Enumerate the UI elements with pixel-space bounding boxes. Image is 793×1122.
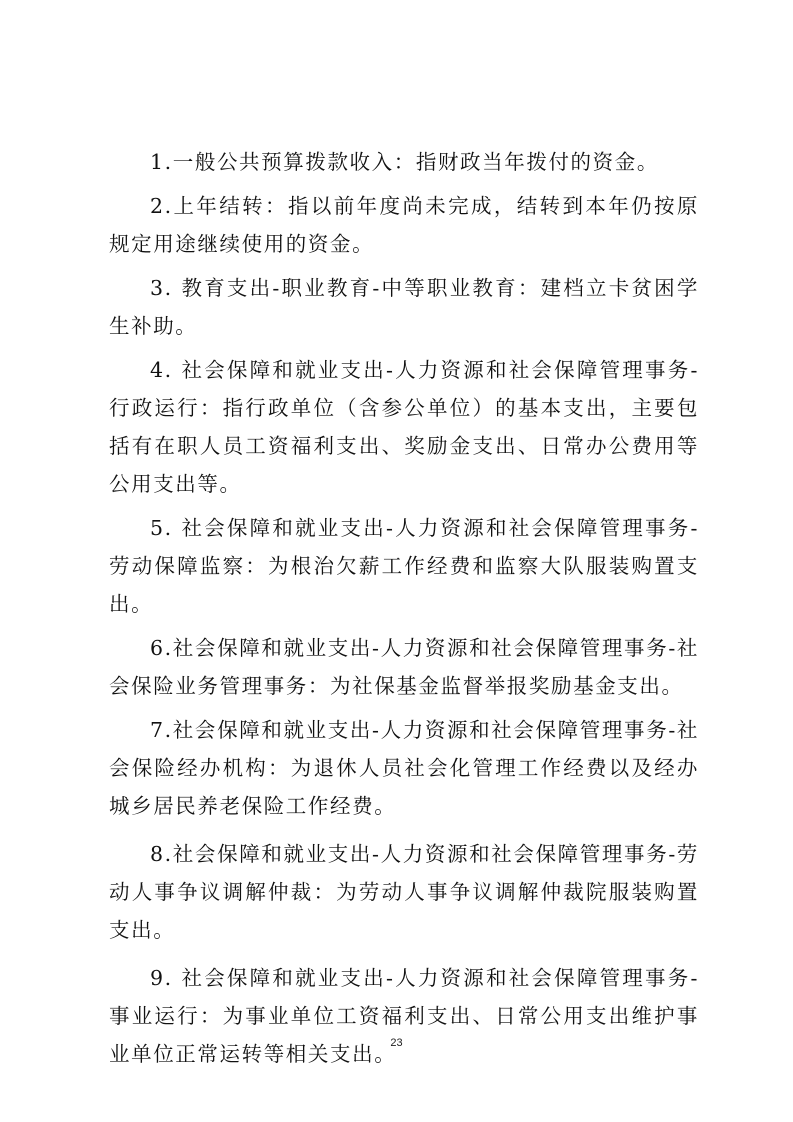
document-body: [109, 143, 699, 1073]
paragraph-4: 4. 社会保障和就业支出-人力资源和社会保障管理事务-行政运行：指行政单位（含参公单位）的基本支出，主要包括有在职人员工资福利支出、奖励金支出、日常办公费用等公用支出等。: [109, 358, 699, 496]
paragraph-7: 7.社会保障和就业支出-人力资源和社会保障管理事务-社会保险经办机构：为退休人员社会化管理工作经费以及经办城乡居民养老保险工作经费。: [109, 718, 699, 818]
paragraph-8: 8.社会保障和就业支出-人力资源和社会保障管理事务-劳动人事争议调解仲裁：为劳动人事争议调解仲裁院服装购置支出。: [109, 842, 699, 942]
paragraph-5: 5. 社会保障和就业支出-人力资源和社会保障管理事务-劳动保障监察：为根治欠薪工作经费和监察大队服装购置支出。: [109, 516, 699, 616]
paragraph-3: 3. 教育支出-职业教育-中等职业教育：建档立卡贫困学生补助。: [109, 276, 699, 338]
paragraph-9: 9. 社会保障和就业支出-人力资源和社会保障管理事务-事业运行：为事业单位工资福利支出、日常公用支出维护事业单位正常运转等相关支出。: [109, 966, 699, 1066]
paragraph-6: 6.社会保障和就业支出-人力资源和社会保障管理事务-社会保险业务管理事务：为社保基金监督举报奖励基金支出。: [109, 636, 699, 698]
page-number: 23: [390, 1037, 403, 1049]
paragraph-2: 2.上年结转：指以前年度尚未完成，结转到本年仍按原规定用途继续使用的资金。: [109, 194, 699, 256]
paragraph-1: 1.一般公共预算拨款收入：指财政当年拨付的资金。: [150, 150, 659, 174]
